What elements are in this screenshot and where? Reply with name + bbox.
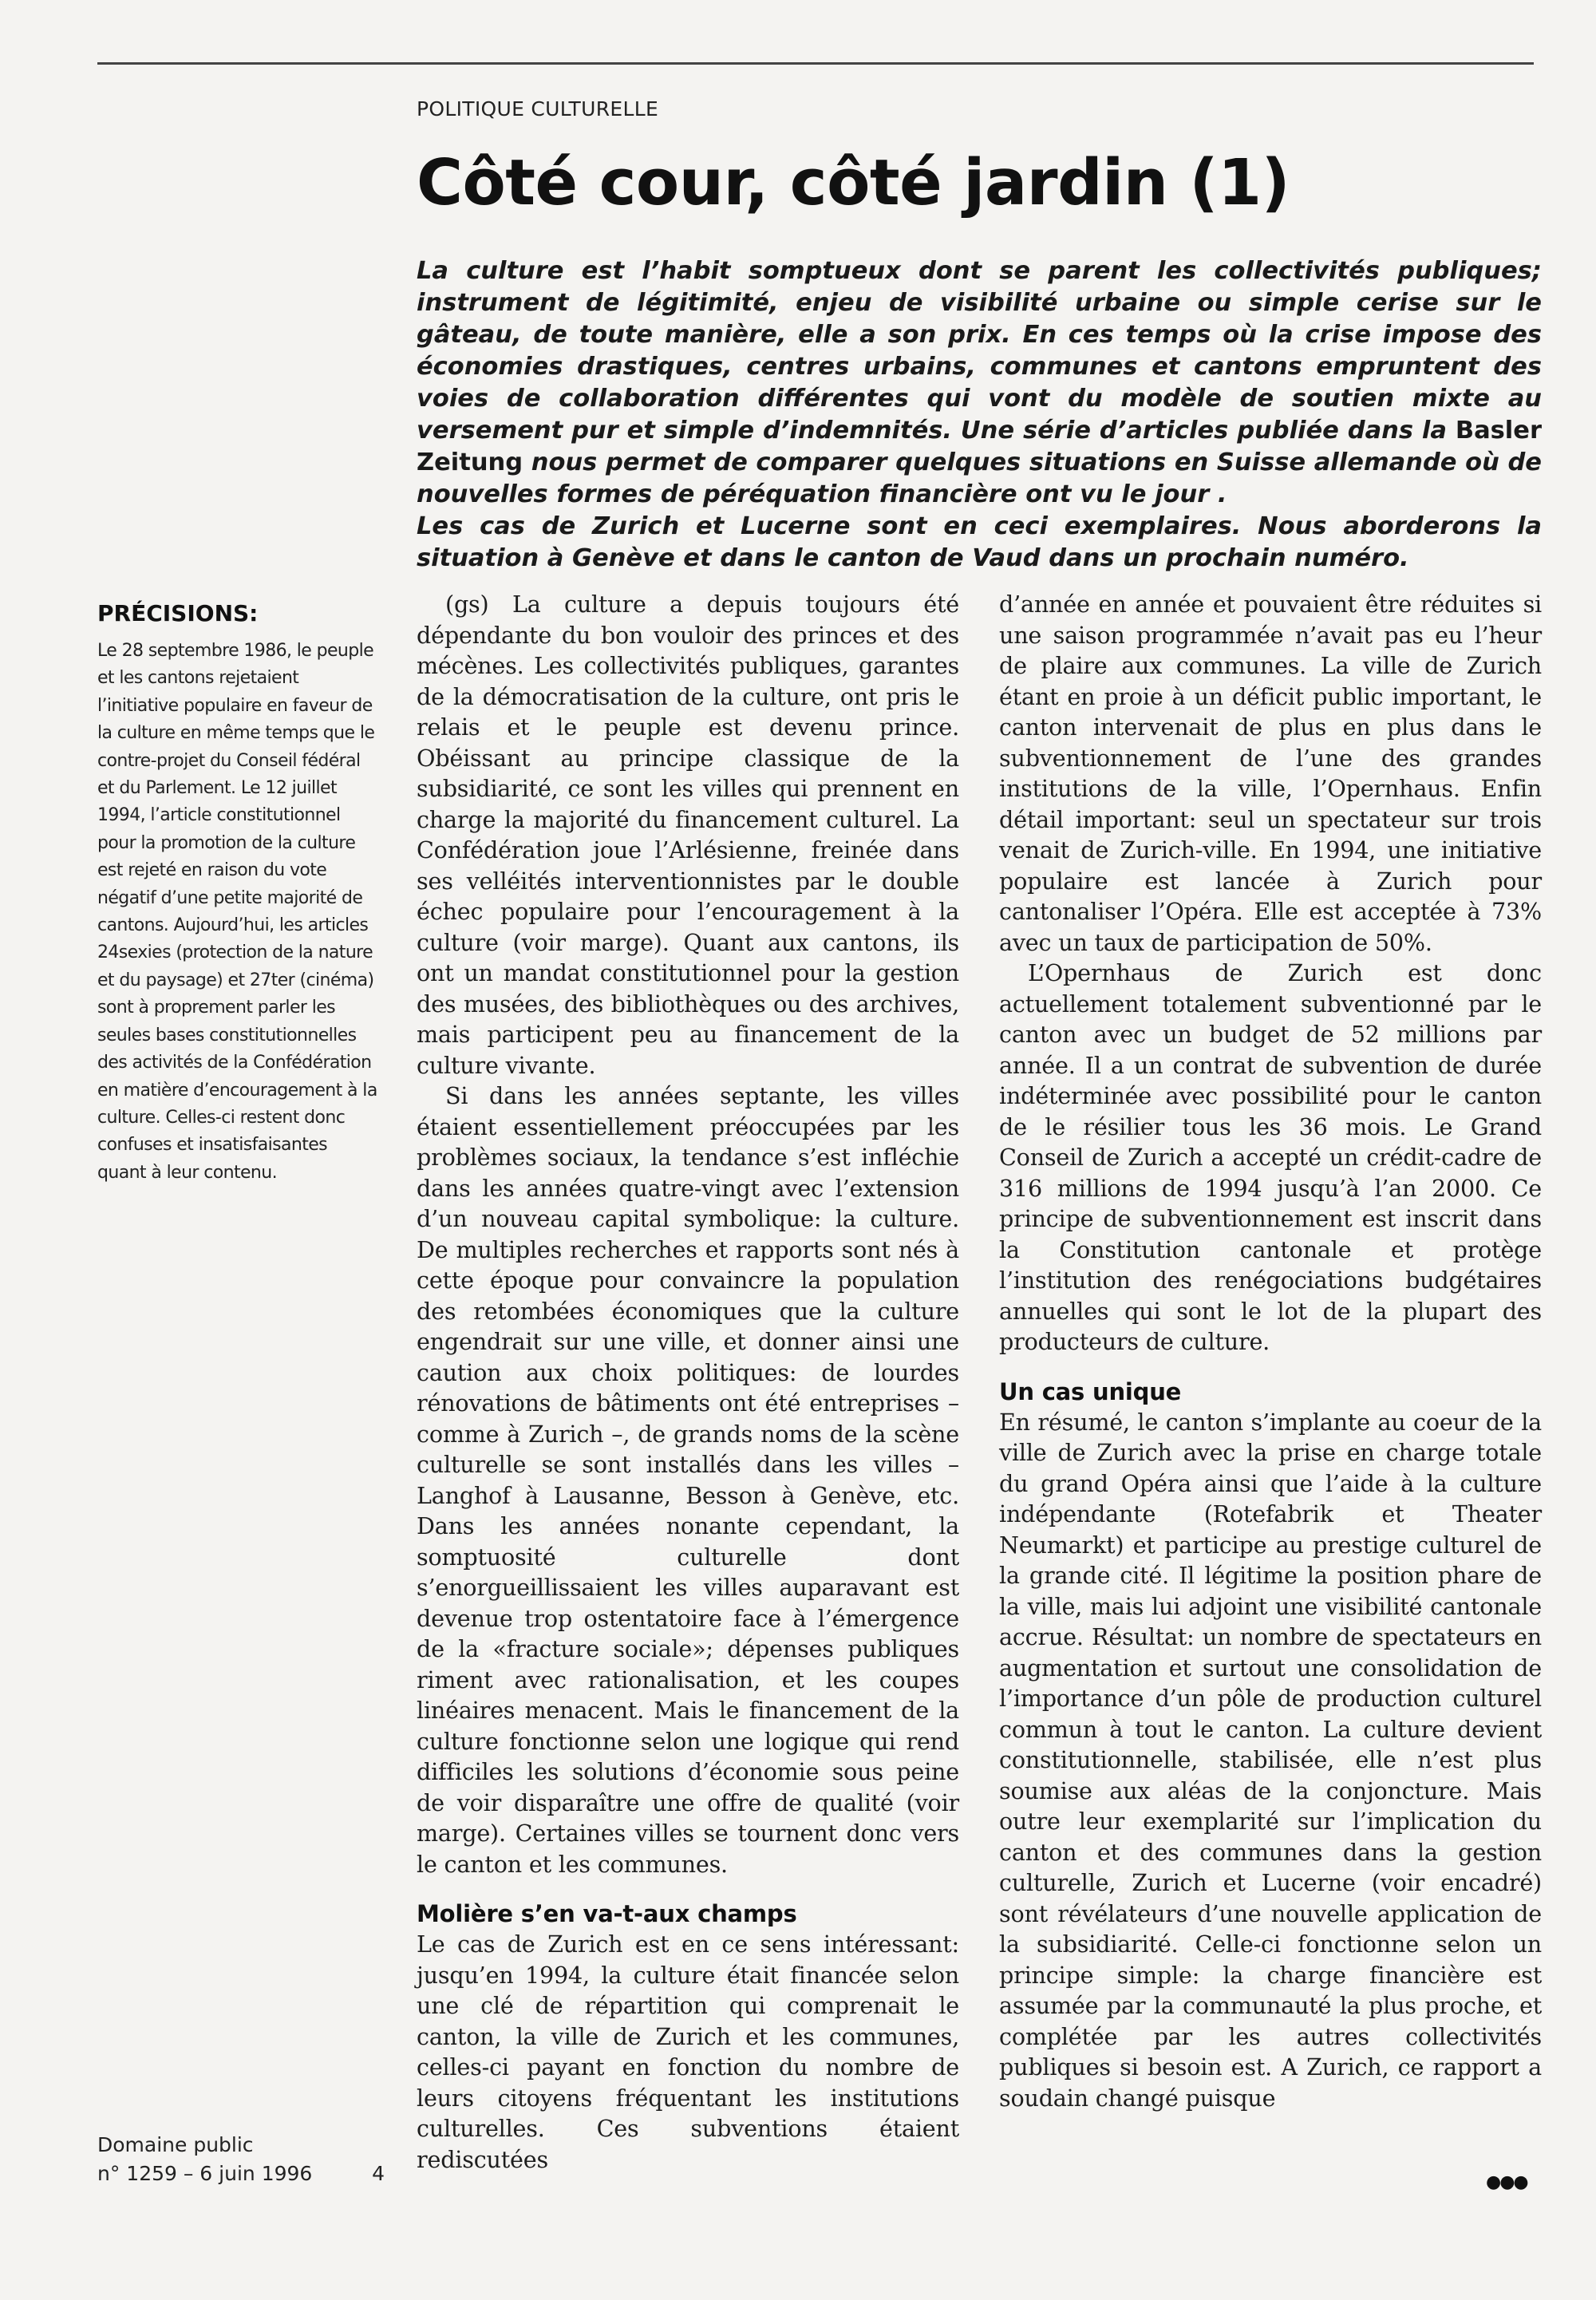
page-number: 4: [372, 2162, 385, 2185]
section-kicker: POLITIQUE CULTURELLE: [417, 97, 659, 121]
body-paragraph: L’Opernhaus de Zurich est donc actuellement totalement subventionné par le canton avec un budget de 52 millions par année. Il a un contrat de subvention de durée indéterminée avec possibilité pour le canton de le résilier tous les 36 mois. Le Grand Conseil de Zurich a accepté un crédit-cadre de 316 millions de 1994 jusqu’à l’an 2000. Ce principe de subventionnement est inscrit dans la Constitution cantonale et protège l’institution des renégociations budgétaires annuelles qui sont le lot de la plupart des producteurs de culture.: [999, 959, 1542, 1355]
subheading-moliere: Molière s’en va-t-aux champs: [417, 1900, 797, 1927]
lede-paragraph-1: [417, 255, 1542, 511]
footer-issue: n° 1259 – 6 juin 1996: [97, 2162, 313, 2185]
body-column-1: [417, 589, 959, 2175]
article-title: Côté cour, côté jardin (1): [417, 146, 1290, 219]
body-paragraph: Si dans les années septante, les villes étaient essentiellement préoccupées par les problèmes sociaux, la tendance s’est infléchie dans les années quatre-vingt avec l’extension d’un nouveau capital symbolique: la culture. De multiples recherches et rapports sont nés à cette époque pour convaincre la population des retombées économiques que la culture engendrait sur une ville, et donner ainsi une caution aux choix politiques: de lourdes rénovations de bâtiments ont été entreprises – comme à Zurich –, de grands noms de la scène culturelle se sont installés dans les villes – Langhof à Lausanne, Besson à Genève, etc. Dans les années nonante cependant, la somptuosité culturelle dont s’enorgueillissaient les villes auparavant est devenue trop ostentatoire face à l’émergence de la «fracture sociale»; dépenses publiques riment avec rationalisation, et les coupes linéaires menacent. Mais le financement de la culture fonctionne selon une logique qui rend difficiles les solutions d’économie sous peine de voir disparaître une offre de qualité (voir marge). Certaines villes se tournent donc vers le canton et les communes.: [417, 1082, 959, 1878]
sidebar-precisions: [97, 600, 381, 1187]
continued-marker: ●●●: [1486, 2172, 1527, 2192]
sidebar-text: Le 28 septembre 1986, le peuple et les cantons rejetaient l’initiative populaire en faveur de la culture en même temps que le contre-projet du Conseil fédéral et du Parlement. Le 12 juillet 1994, l’article constitutionnel pour la promotion de la culture est rejeté en raison du vote négatif d’une petite majorité de cantons. Aujourd’hui, les articles 24sexies (protection de la nature et du paysage) et 27ter (cinéma) sont à proprement parler les seules bases constitutionnelles des activités de la Confédération en matière d’encouragement à la culture. Celles-ci restent donc confuses et insatisfaisantes quant à leur contenu.: [97, 641, 377, 1183]
body-paragraph: (gs) La culture a depuis toujours été dépendante du bon vouloir des princes et des mécènes. Les collectivités publiques, garantes de la démocratisation de la culture, ont pris le relais et le peuple est devenu prince. Obéissant au principe classique de la subsidiarité, ce sont les villes qui prennent en charge la majorité du financement culturel. La Confédération joue l’Arlésienne, freinée dans ses velléités interventionnistes par le double échec populaire pour l’encouragement à la culture (voir marge). Quant aux cantons, ils ont un mandat constitutionnel pour la gestion des musées, des bibliothèques ou des archives, mais participent peu au financement de la culture vivante.: [417, 591, 959, 1079]
top-rule: [97, 62, 1534, 65]
publication-name: Basler Zeitung: [417, 417, 1542, 476]
lede-paragraph-2: Les cas de Zurich et Lucerne sont en ceci exemplaires. Nous aborderons la situation à Genève et dans le canton de Vaud dans un prochain numéro.: [417, 512, 1542, 572]
footer-issue-line: [97, 2160, 385, 2188]
sidebar-heading: PRÉCISIONS:: [97, 600, 259, 626]
body-column-2: [999, 589, 1542, 2113]
body-paragraph: Le cas de Zurich est en ce sens intéressant: jusqu’en 1994, la culture était financée selon une clé de répartition qui comprenait le canton, la ville de Zurich et les communes, celles-ci payant en fonction du nombre de leurs citoyens fréquentant les institutions culturelles. Ces subventions étaient rediscutées: [417, 1930, 959, 2173]
footer-publication: Domaine public: [97, 2133, 254, 2156]
article-lede: [417, 255, 1542, 575]
subheading-cas-unique: Un cas unique: [999, 1377, 1182, 1405]
body-paragraph: En résumé, le canton s’implante au coeur de la ville de Zurich avec la prise en charge totale du grand Opéra ainsi que l’aide à la culture indépendante (Rotefabrik et Theater Neumarkt) et participe au prestige culturel de la grande cité. Il légitime la position phare de la ville, mais lui adjoint une visibilité cantonale accrue. Résultat: un nombre de spectateurs en augmentation et surtout une consolidation de l’importance d’un pôle de production culturel commun à tout le canton. La culture devient constitutionnelle, stabilisée, elle n’est plus soumise aux aléas de la conjoncture. Mais outre leur exemplarité sur l’implication du canton et des communes dans la gestion culturelle, Zurich et Lucerne (voir encadré) sont révélateurs d’une nouvelle application de la subsidiarité. Celle-ci fonctionne selon un principe simple: la charge financière est assumée par la communauté la plus proche, et complétée par les autres collectivités publiques si besoin est. A Zurich, ce rapport a soudain changé puisque: [999, 1408, 1542, 2112]
lede-text-1: La culture est l’habit somptueux dont se parent les collectivités publiques; instrument de légitimité, enjeu de visibilité urbaine ou simple cerise sur le gâteau, de toute manière, elle a son prix. En ces temps où la crise impose des économies drastiques, centres urbains, communes et cantons empruntent des voies de collaboration différentes qui vont du modèle de soutien mixte au versement pur et simple d’indemnités. Une série d’articles publiée dans la: [417, 257, 1542, 445]
page-footer: [97, 2131, 385, 2188]
lede-text-2: nous permet de comparer quelques situations en Suisse allemande où de nouvelles formes de péréquation financière ont vu le jour .: [417, 449, 1542, 508]
body-paragraph: d’année en année et pouvaient être réduites si une saison programmée n’avait pas eu l’heur de plaire aux communes. La ville de Zurich étant en proie à un déficit public important, le canton intervenait de plus en plus dans le subventionnement de l’une des grandes institutions de la ville, l’Opernhaus. Enfin détail important: seul un spectateur sur trois venait de Zurich-ville. En 1994, une initiative populaire est lancée à Zurich pour cantonaliser l’Opéra. Elle est acceptée à 73% avec un taux de participation de 50%.: [999, 591, 1542, 956]
